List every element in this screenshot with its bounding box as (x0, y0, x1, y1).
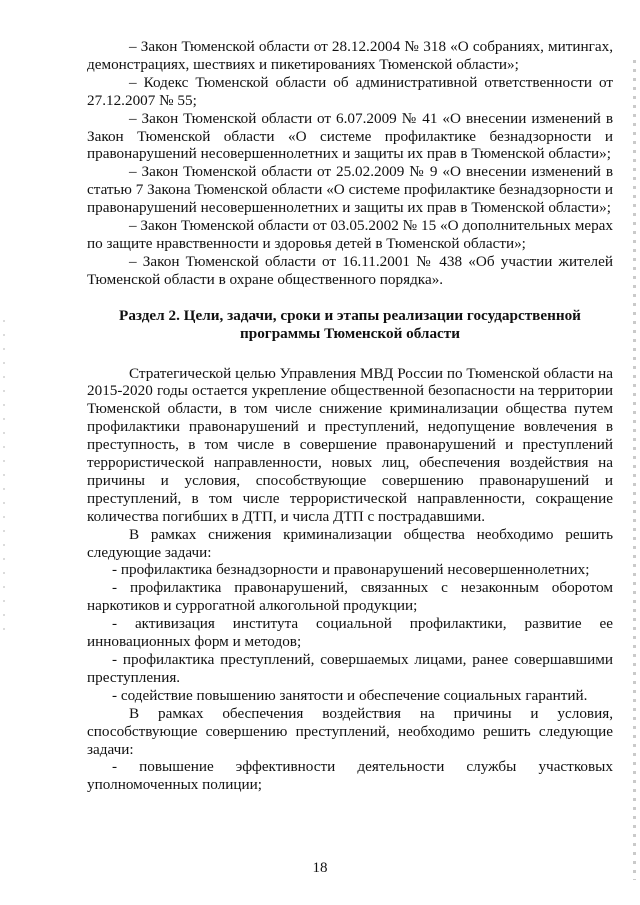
conditions-intro-paragraph: В рамках обеспечения воздействия на причины и условия, способствующие совершению преступлений, необходимо решить следующие задачи: (87, 704, 613, 758)
strategic-goal-paragraph: Стратегической целью Управления МВД России по Тюменской области на 2015-2020 годы остается укрепление общественной безопасности на территории Тюменской области, в том числе снижение криминализации общества путем профилактики правонарушений и преступлений, недопущение вовлечения в преступность, в том числе в совершение правонарушений и преступлений террористической направленности, новых лиц, обеспечения воздействия на причины и условия, способствующие совершению правонарушений и преступлений, в том числе террористической направленности, сокращение количества погибших в ДТП, и числа ДТП с пострадавшими. (87, 364, 613, 525)
task-item: - профилактика преступлений, совершаемых лицами, ранее совершавшими преступления. (87, 651, 613, 686)
condition-task-item: - повышение эффективности деятельности службы участковых уполномоченных полиции; (87, 758, 613, 794)
scan-edge-artifact (633, 60, 636, 880)
law-item: – Закон Тюменской области от 28.12.2004 № 318 «О собраниях, митингах, демонстрациях, шествиях и пикетированиях Тюменской области»; (87, 38, 613, 73)
page-number: 18 (312, 860, 328, 876)
task-item: - профилактика безнадзорности и правонарушений несовершеннолетних; (112, 561, 590, 579)
document-page (87, 38, 613, 794)
tasks-intro-paragraph: В рамках снижения криминализации общества необходимо решить следующие задачи: (87, 525, 613, 561)
scan-edge-artifact-left (3, 320, 5, 640)
section-heading: Раздел 2. Цели, задачи, сроки и этапы реализации государственной программы Тюменской области (119, 306, 581, 342)
task-item: - содействие повышению занятости и обеспечение социальных гарантий. (112, 686, 588, 704)
law-item: – Закон Тюменской области от 25.02.2009 № 9 «О внесении изменений в статью 7 Закона Тюменской области «О системе профилактике безнадзорности и правонарушений несовершеннолетних и защиты их прав в Тюменской области»; (87, 163, 613, 217)
law-item: – Кодекс Тюменской области об административной ответственности от 27.12.2007 № 55; (87, 73, 613, 109)
law-item: – Закон Тюменской области от 6.07.2009 № 41 «О внесении изменений в Закон Тюменской области «О системе профилактике безнадзорности и правонарушений несовершеннолетних и защиты их прав в Тюменской области»; (87, 109, 613, 163)
law-item: – Закон Тюменской области от 03.05.2002 № 15 «О дополнительных мерах по защите нравственности и здоровья детей в Тюменской области»; (87, 217, 613, 252)
law-item: – Закон Тюменской области от 16.11.2001 № 438 «Об участии жителей Тюменской области в охране общественного порядка». (87, 252, 613, 288)
task-item: - активизация института социальной профилактики, развитие ее инновационных форм и методов; (87, 615, 613, 651)
task-item: - профилактика правонарушений, связанных с незаконным оборотом наркотиков и суррогатной алкогольной продукции; (87, 579, 613, 615)
